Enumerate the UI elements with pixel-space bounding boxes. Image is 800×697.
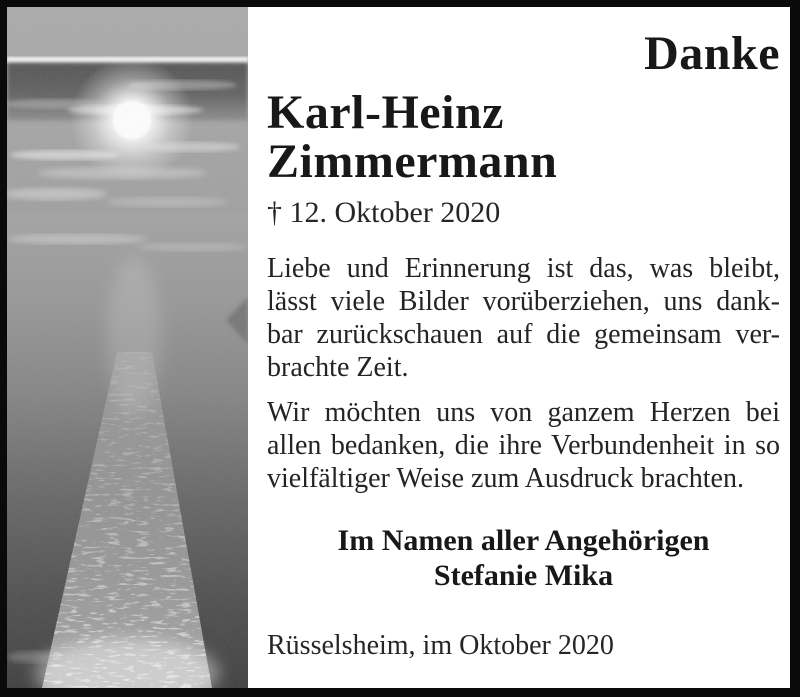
notice-paper [7, 7, 790, 688]
death-date: † 12. Oktober 2020 [267, 196, 501, 229]
memorial-paragraph-line: Liebe und Erinnerung ist das, was bleibt, [267, 253, 780, 284]
memorial-paragraph-line: bar zurückschauen auf die gemeinsam ver- [267, 319, 780, 350]
sunset-sea-photo [7, 7, 248, 688]
notice-content [248, 7, 790, 688]
memorial-paragraph-line: lässt viele Bilder vorüberziehen, uns dank- [267, 286, 780, 317]
thanks-paragraph-line: vielfältiger Weise zum Ausdruck brachten. [267, 463, 744, 494]
thanks-paragraph [267, 396, 780, 495]
deceased-name-line2: Zimmermann [267, 135, 558, 188]
signoff-name-line: Stefanie Mika [433, 559, 614, 592]
danke-heading: Danke [644, 27, 780, 80]
deceased-name-line1: Karl-Heinz [267, 86, 504, 139]
sunset-photo-svg [7, 7, 248, 688]
memorial-paragraph [267, 252, 780, 384]
deceased-name [267, 88, 780, 186]
thanks-paragraph-line: allen bedanken, die ihre Verbundenheit in so [267, 430, 780, 461]
signoff-family-line: Im Namen aller Angehörigen [337, 524, 710, 557]
signoff [267, 523, 780, 593]
photo-grain-overlay [7, 7, 248, 688]
memorial-paragraph-line: brachte Zeit. [267, 352, 409, 383]
thanks-paragraph-line: Wir möchten uns von ganzem Herzen bei [267, 397, 780, 428]
place-date-line: Rüsselsheim, im Oktober 2020 [267, 630, 614, 661]
